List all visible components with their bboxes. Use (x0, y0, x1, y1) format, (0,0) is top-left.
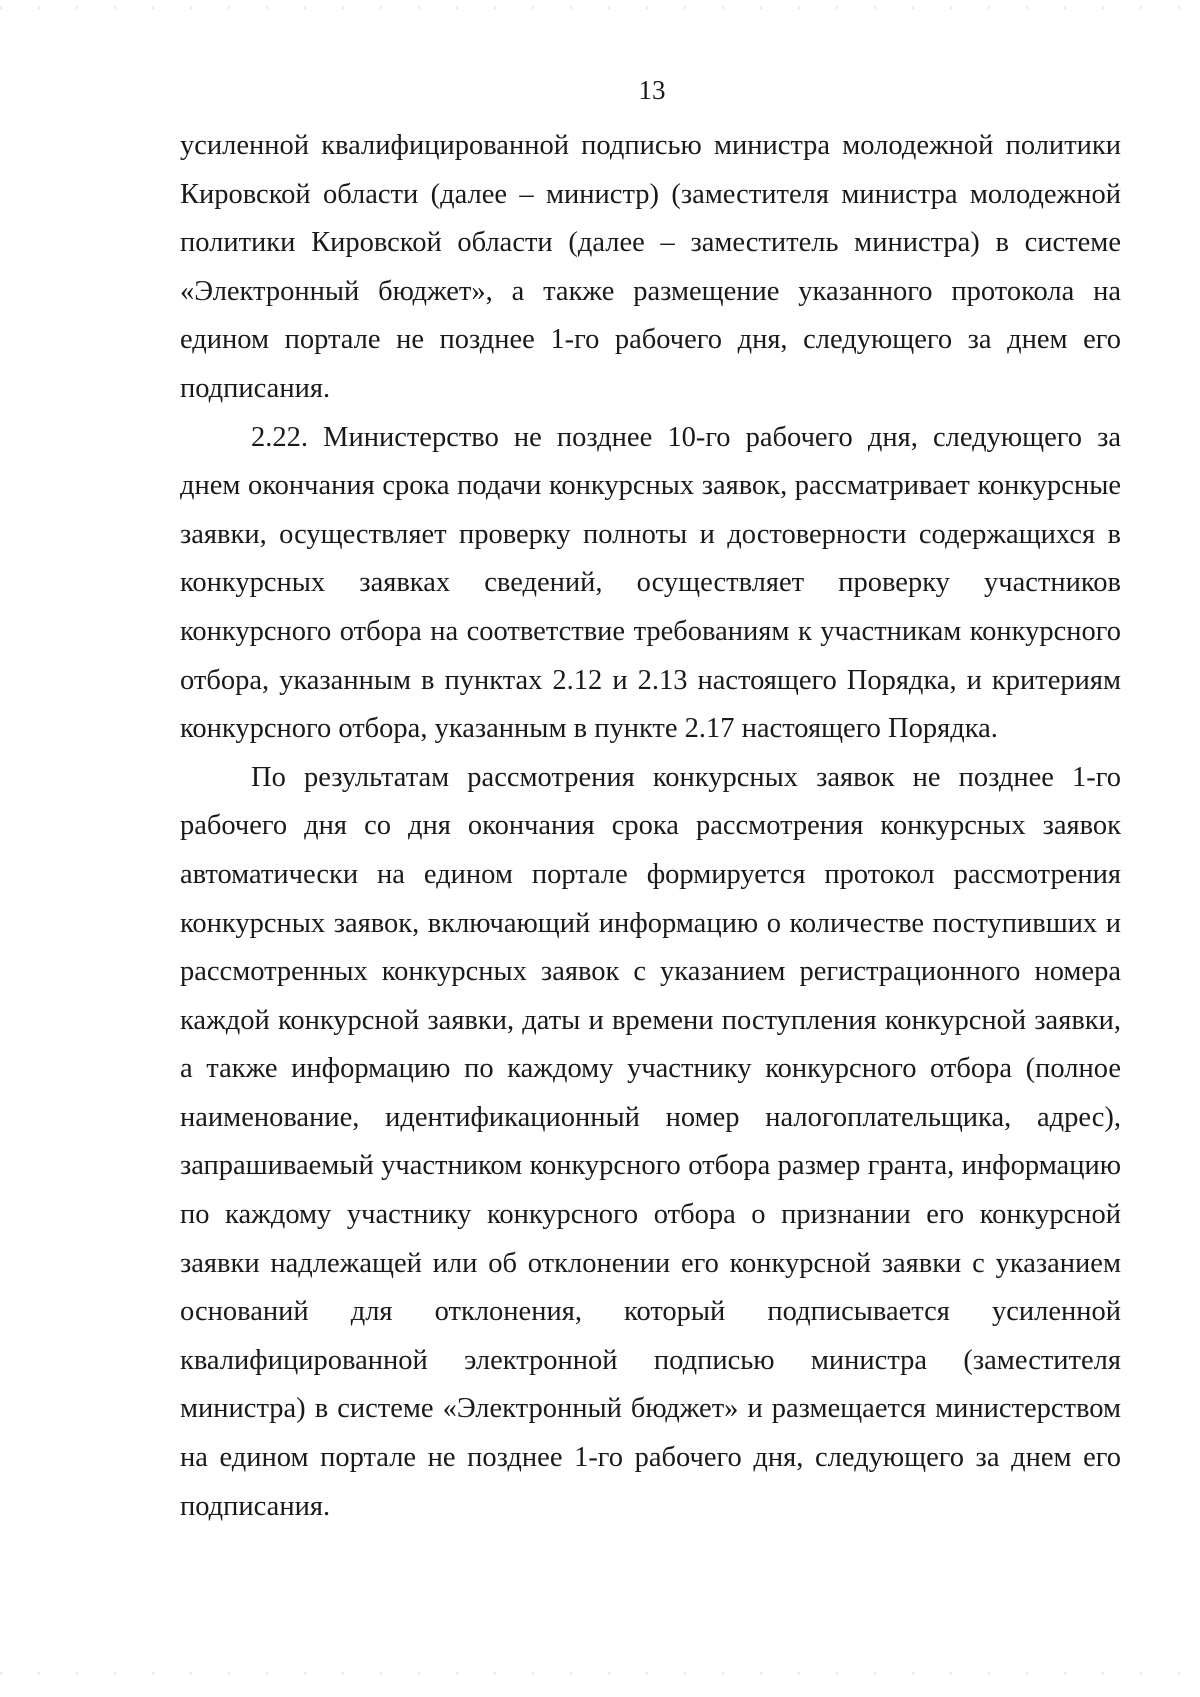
scan-artifact-top (0, 6, 1200, 9)
document-body (180, 122, 1121, 1531)
paragraph-continuation: усиленной квалифицированной подписью министра молодежной политики Кировской области (далее – министр) (заместителя министра молодежной политики Кировской области (далее – заместитель министра) в системе «Электронный бюджет», а также размещение указанного протокола на едином портале не позднее 1-го рабочего дня, следующего за днем его подписания. (180, 130, 1121, 404)
paragraph-review-results: По результатам рассмотрения конкурсных заявок не позднее 1-го рабочего дня со дня окончания срока рассмотрения конкурсных заявок автоматически на едином портале формируется протокол рассмотрения конкурсных заявок, включающий информацию о количестве поступивших и рассмотренных конкурсных заявок с указанием регистрационного номера каждой конкурсной заявки, даты и времени поступления конкурсной заявки, а также информацию по каждому участнику конкурсного отбора (полное наименование, идентификационный номер налогоплательщика, адрес), запрашиваемый участником конкурсного отбора размер гранта, информацию по каждому участнику конкурсного отбора о признании его конкурсной заявки надлежащей или об отклонении его конкурсной заявки с указанием оснований для отклонения, который подписывается усиленной квалифицированной электронной подписью министра (заместителя министра) в системе «Электронный бюджет» и размещается министерством на едином портале не позднее 1-го рабочего дня, следующего за днем его подписания. (180, 761, 1121, 1522)
scan-artifact-bottom (0, 1672, 1200, 1675)
paragraph-clause-2-22: 2.22. Министерство не позднее 10-го рабочего дня, следующего за днем окончания срока подачи конкурсных заявок, рассматривает конкурсные заявки, осуществляет проверку полноты и достоверности содержащихся в конкурсных заявках сведений, осуществляет проверку участников конкурсного отбора на соответствие требованиям к участникам конкурсного отбора, указанным в пунктах 2.12 и 2.13 настоящего Порядка, и критериям конкурсного отбора, указанным в пункте 2.17 настоящего Порядка. (180, 421, 1121, 745)
page-number: 13 (638, 75, 666, 105)
